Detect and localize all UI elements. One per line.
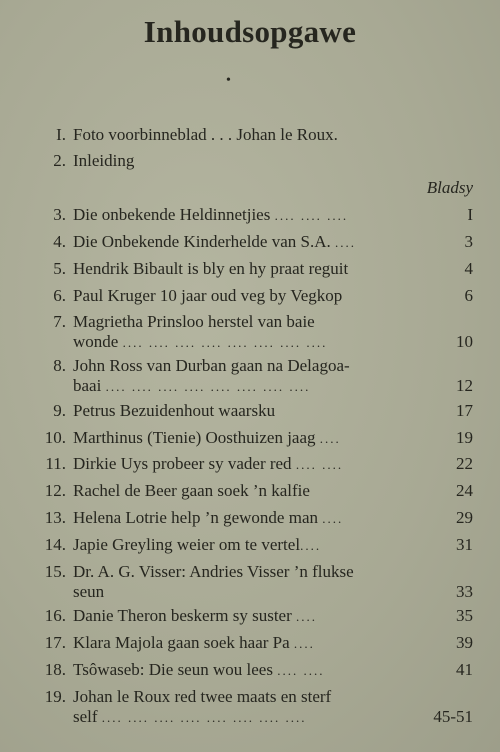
leader-dots: .... .... .... bbox=[274, 208, 349, 223]
decorative-dot: • bbox=[226, 73, 231, 88]
toc-entry-title: Marthinus (Tienie) Oosthuizen jaag .... bbox=[73, 428, 341, 447]
toc-entry-title: Dirkie Uys probeer sy vader red .... .... bbox=[73, 454, 344, 473]
toc-entry-number: 11. bbox=[45, 454, 66, 473]
toc-entry-page: 45-51 bbox=[433, 707, 473, 726]
leader-dots: .... .... bbox=[277, 663, 325, 678]
toc-entry-page: 17 bbox=[456, 401, 473, 420]
toc-entry-page: 19 bbox=[456, 428, 473, 447]
toc-entry-title: Dr. A. G. Visser: Andries Visser ’n flukse bbox=[73, 562, 354, 581]
toc-entry-title: Die onbekende Heldinnetjies .... .... .... bbox=[73, 205, 349, 224]
leader-dots: .... .... .... .... .... .... .... .... bbox=[122, 335, 328, 350]
toc-entry-page: 39 bbox=[456, 633, 473, 652]
toc-entry-page: 22 bbox=[456, 454, 473, 473]
toc-entry-title: Petrus Bezuidenhout waarsku bbox=[73, 401, 276, 420]
leader-dots: .... bbox=[296, 609, 317, 624]
leader-dots: .... bbox=[335, 235, 357, 250]
toc-entry-number: 3. bbox=[53, 205, 66, 224]
toc-entry-number: 8. bbox=[53, 356, 66, 375]
toc-entry-title: Klara Majola gaan soek haar Pa .... bbox=[73, 633, 315, 652]
leader-dots: .... .... .... .... .... .... .... .... bbox=[101, 710, 307, 725]
toc-entry-page: 3 bbox=[464, 232, 473, 251]
toc-entry-number: 12. bbox=[44, 481, 66, 500]
toc-entry-page: 24 bbox=[456, 481, 473, 500]
toc-entry-number: 7. bbox=[53, 312, 66, 331]
toc-entry-number: 13. bbox=[44, 508, 66, 527]
toc-entry-title: Helena Lotrie help ’n gewonde man .... bbox=[73, 508, 344, 527]
toc-entry-title: Tsôwaseb: Die seun wou lees .... .... bbox=[73, 660, 325, 679]
toc-entry-title-continued: seun bbox=[73, 582, 105, 601]
page-title: Inhoudsopgawe bbox=[143, 14, 357, 49]
toc-entry-number: I. bbox=[56, 125, 66, 144]
toc-entry-page: 4 bbox=[464, 259, 473, 278]
toc-entry-title-continued: self .... .... .... .... .... .... .... .... bbox=[73, 707, 307, 726]
toc-entry-number: 16. bbox=[44, 606, 66, 625]
toc-entry-number: 15. bbox=[44, 562, 66, 581]
toc-entry-page: I bbox=[467, 205, 473, 224]
toc-entry-number: 4. bbox=[53, 232, 66, 251]
leader-dots: .... .... .... .... .... .... .... .... bbox=[105, 379, 311, 394]
toc-entry-number: 19. bbox=[44, 687, 66, 706]
toc-entry-number: 2. bbox=[53, 151, 66, 170]
toc-entry-title: Die Onbekende Kinderhelde van S.A. .... bbox=[73, 232, 357, 251]
toc-entry-number: 6. bbox=[53, 286, 66, 305]
toc-entry-page: 41 bbox=[456, 660, 473, 679]
toc-entry-page: 33 bbox=[456, 582, 473, 601]
leader-dots: .... .... bbox=[295, 457, 344, 472]
toc-entry-page: 12 bbox=[456, 376, 473, 395]
toc-entry-page: 10 bbox=[456, 332, 473, 351]
toc-entry-number: 9. bbox=[53, 401, 66, 420]
toc-entry-number: 5. bbox=[53, 259, 66, 278]
toc-entry-title-continued: wonde .... .... .... .... .... .... .... .... bbox=[73, 332, 328, 351]
toc-entry-title: John Ross van Durban gaan na Delagoa- bbox=[73, 356, 350, 375]
toc-entry-title: Magrietha Prinsloo herstel van baie bbox=[73, 312, 315, 331]
toc-entry-page: 35 bbox=[456, 606, 473, 625]
leader-dots: .... bbox=[322, 511, 344, 526]
toc-entry-title: Inleiding bbox=[73, 151, 135, 170]
toc-entry-page: 29 bbox=[456, 508, 473, 527]
toc-entry-title: Danie Theron beskerm sy suster .... bbox=[73, 606, 317, 625]
toc-entry-title: Paul Kruger 10 jaar oud veg by Vegkop bbox=[73, 286, 343, 305]
toc-entry-title: Rachel de Beer gaan soek ’n kalfie bbox=[73, 481, 310, 500]
toc-entry-number: 14. bbox=[44, 535, 66, 554]
toc-entry-number: 18. bbox=[44, 660, 66, 679]
toc-entry-number: 10. bbox=[44, 428, 66, 447]
toc-entry-page: 6 bbox=[464, 286, 473, 305]
leader-dots: .... bbox=[300, 538, 322, 553]
toc-entry-number: 17. bbox=[44, 633, 66, 652]
leader-dots: .... bbox=[319, 431, 341, 446]
leader-dots: .... bbox=[293, 636, 315, 651]
page-column-header: Bladsy bbox=[426, 178, 473, 197]
toc-entry-title: Japie Greyling weier om te vertel.... bbox=[73, 535, 322, 554]
toc-entry-title: Hendrik Bibault is bly en hy praat reguit bbox=[73, 259, 349, 278]
toc-entry-title: Foto voorbinneblad . . . Johan le Roux. bbox=[73, 125, 338, 144]
toc-entry-title-continued: baai .... .... .... .... .... .... .... .... bbox=[73, 376, 311, 395]
toc-entry-title: Johan le Roux red twee maats en sterf bbox=[73, 687, 332, 706]
toc-entry-page: 31 bbox=[456, 535, 473, 554]
